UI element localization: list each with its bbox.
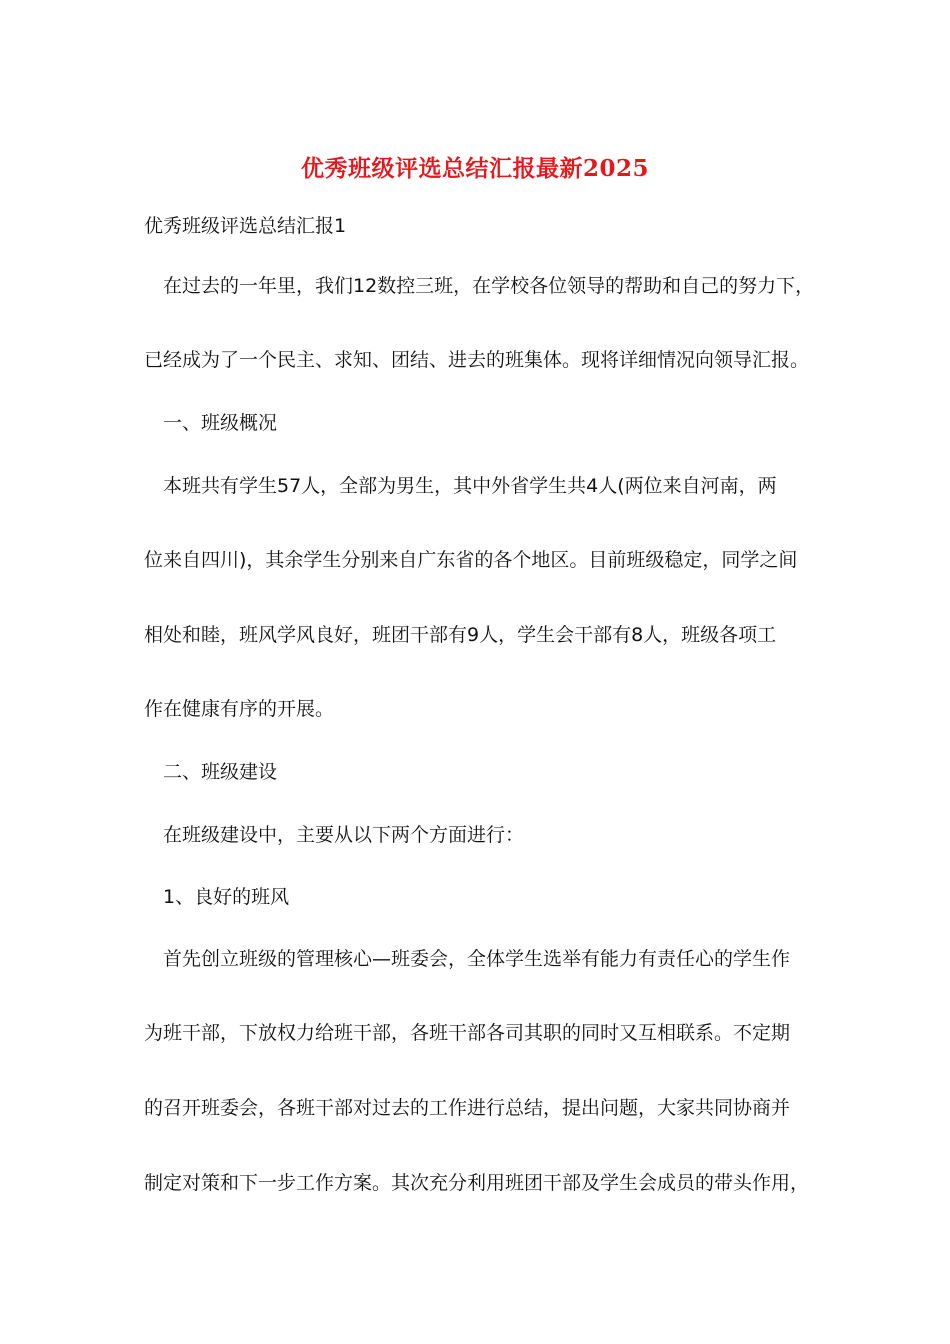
section-heading: 二、班级建设 [163,761,278,783]
document-title: 优秀班级评选总结汇报最新2025 [300,155,649,182]
paragraph-line: 的召开班委会，各班干部对过去的工作进行总结，提出问题，大家共同协商并 [144,1097,791,1119]
section-heading: 一、班级概况 [163,412,278,434]
paragraph-line: 首先创立班级的管理核心—班委会，全体学生选举有能力有责任心的学生作 [163,948,791,970]
paragraph-line: 为班干部，下放权力给班干部，各班干部各司其职的同时又互相联系。不定期 [144,1022,791,1044]
paragraph-line: 制定对策和下一步工作方案。其次充分利用班团干部及学生会成员的带头作用， [144,1172,810,1194]
paragraph-line: 相处和睦，班风学风良好，班团干部有9人，学生会干部有8人，班级各项工 [144,624,777,646]
paragraph-line: 本班共有学生57人，全部为男生，其中外省学生共4人(两位来自河南，两 [163,475,777,497]
subsection-heading: 1、良好的班风 [163,886,290,908]
paragraph-line: 在过去的一年里，我们12数控三班，在学校各位领导的帮助和自己的努力下， [163,275,815,297]
paragraph-line: 位来自四川)，其余学生分别来自广东省的各个地区。目前班级稳定，同学之间 [144,549,798,571]
paragraph-line: 在班级建设中，主要从以下两个方面进行： [163,824,525,846]
paragraph-line: 作在健康有序的开展。 [144,698,335,720]
paragraph-line: 已经成为了一个民主、求知、团结、进去的班集体。现将详细情况向领导汇报。 [144,349,810,371]
section-subtitle: 优秀班级评选总结汇报1 [144,215,347,237]
